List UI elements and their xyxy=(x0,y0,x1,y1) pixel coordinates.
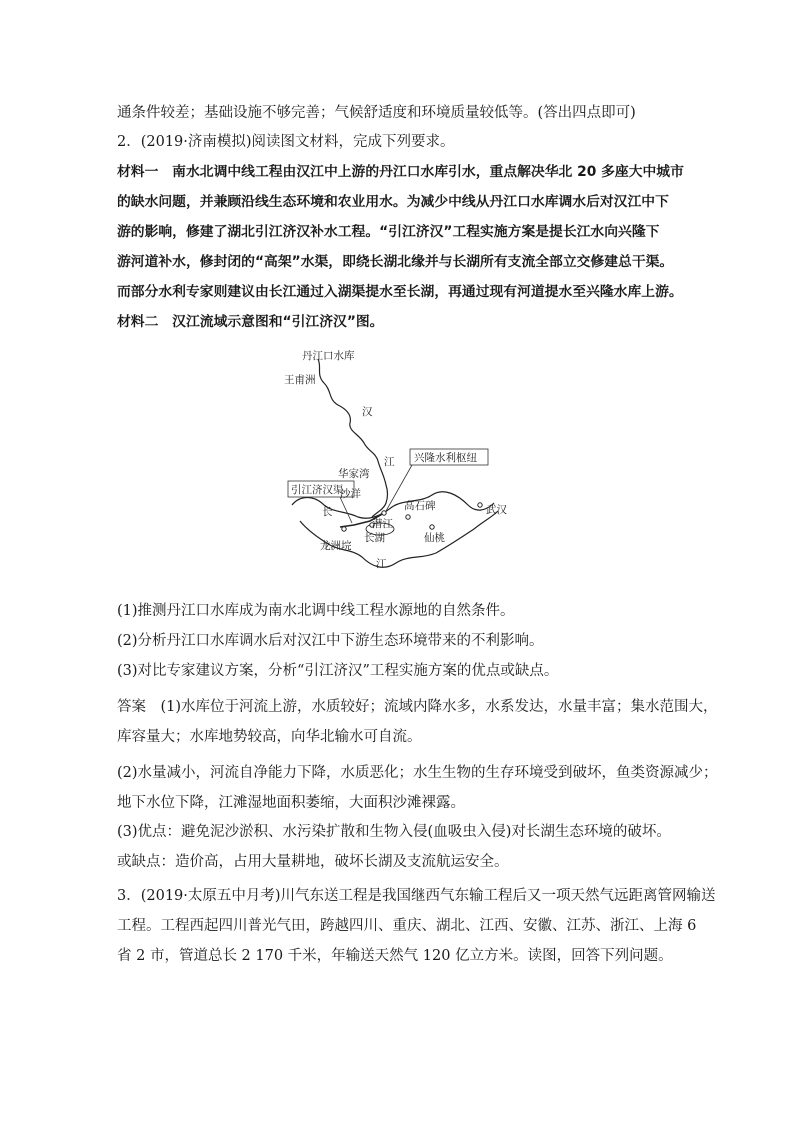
map-label-xinglong: 兴隆水利枢纽 xyxy=(414,452,477,464)
answer-line: (3)优点：避免泥沙淤积、水污染扩散和生物入侵(血吸虫入侵)对长湖生态环境的破坏。 xyxy=(117,824,671,840)
material-one-line: 游河道补水，修封闭的“高架”水渠，即绕长湖北缘并与长湖所有支流全部立交修建总干渠。 xyxy=(117,254,674,270)
longzhouyuan-site-marker xyxy=(342,527,346,531)
material-one-line: 而部分水利专家则建议由长江通过入湖渠提水至长湖，再通过现有河道提水至兴隆水库上游。 xyxy=(117,284,683,300)
material-one-line: 的缺水问题，并兼顾沿线生态环境和农业用水。为减少中线从丹江口水库调水后对汉江中下 xyxy=(117,194,669,210)
map-label-chang: 长 xyxy=(322,506,333,518)
xinglong-site-marker xyxy=(382,511,386,515)
map-label-jiang: 江 xyxy=(376,558,387,570)
map-label-yinjiang: 引江济汉渠 xyxy=(291,484,344,496)
gaoshibei-site-marker xyxy=(406,515,410,519)
sub-question-2: (2)分析丹江口水库调水后对汉江中下游生态环境带来的不利影响。 xyxy=(117,633,544,649)
yinjiang-leader-line xyxy=(340,497,352,523)
answer-line: 库容量大；水库地势较高，向华北输水可自流。 xyxy=(117,729,422,745)
sub-question-1: (1)推测丹江口水库成为南水北调中线工程水源地的自然条件。 xyxy=(117,603,515,619)
map-label-wangfuzhou: 王甫洲 xyxy=(284,374,316,386)
map-label-xiantao: 仙桃 xyxy=(424,532,445,544)
sub-question-3: (3)对比专家建议方案，分析“引江济汉”工程实施方案的优点或缺点。 xyxy=(117,663,559,679)
answer-line: 答案 (1)水库位于河流上游，水质较好；流域内降水多，水系发达，水量丰富；集水范围大， xyxy=(117,699,718,715)
answer-line: 地下水位下降，江滩湿地面积萎缩，大面积沙滩裸露。 xyxy=(117,795,465,811)
map-label-longzhouyuan: 龙洲垸 xyxy=(320,540,352,552)
text-line: 通条件较差；基础设施不够完善；气候舒适度和环境质量较低等。(答出四点即可) xyxy=(117,105,636,121)
material-one-line: 游的影响，修建了湖北引江济汉补水工程。“引江济汉”工程实施方案是提长江水向兴隆下 xyxy=(117,224,660,240)
map-label-gaoshibei: 高石碑 xyxy=(404,500,436,512)
wuhan-site-marker xyxy=(478,503,482,507)
answer-line: (2)水量减小，河流自净能力下降，水质恶化；水生生物的生存环境受到破坏，鱼类资源减少； xyxy=(117,765,718,781)
map-label-huajiawan: 华家湾 xyxy=(338,468,370,480)
han-river-map xyxy=(280,345,520,585)
answer-line: 或缺点：造价高，占用大量耕地，破坏长湖及支流航运安全。 xyxy=(117,854,509,870)
map-label-danjiangkou: 丹江口水库 xyxy=(302,350,355,362)
material-two-line: 材料二 汉江流域示意图和“引江济汉”图。 xyxy=(117,314,384,330)
xiantao-site-marker xyxy=(430,525,434,529)
map-label-qianjiang: 潜江 xyxy=(372,518,393,530)
question-2-heading: 2．(2019·济南模拟)阅读图文材料，完成下列要求。 xyxy=(117,134,455,150)
map-label-changhu: 长湖 xyxy=(364,532,385,544)
question-3-line: 工程。工程西起四川普光气田，跨越四川、重庆、湖北、江西、安徽、江苏、浙江、上海 6 xyxy=(117,918,697,934)
map-label-han: 汉 xyxy=(362,406,373,418)
map-label-jiang: 江 xyxy=(384,456,395,468)
map-label-wuhan: 武汉 xyxy=(486,504,507,516)
map-label-shayang: 沙洋 xyxy=(340,488,361,500)
question-3-line: 3．(2019·太原五中月考)川气东送工程是我国继西气东输工程后又一项天然气远距离管网输送 xyxy=(117,888,716,904)
material-one-line: 材料一 南水北调中线工程由汉江中上游的丹江口水库引水，重点解决华北 20 多座大中城市 xyxy=(117,164,684,180)
question-3-line: 省 2 市，管道总长 2 170 千米，年输送天然气 120 亿立方米。读图，回答下列问题。 xyxy=(117,948,673,964)
